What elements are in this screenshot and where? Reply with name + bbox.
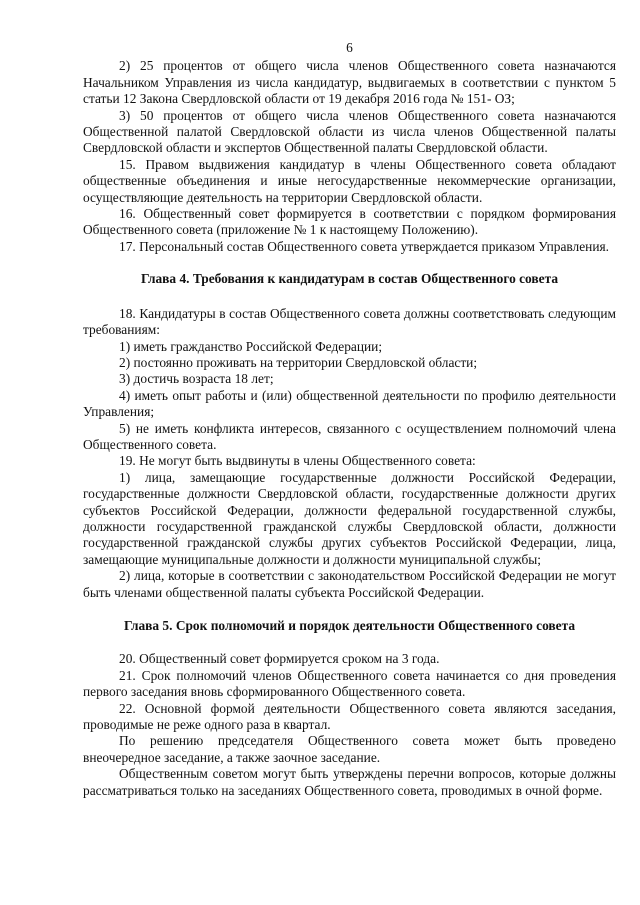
paragraph-22: 22. Основной формой деятельности Общественного совета являются заседания, проводимые не реже одного раза в квартал. xyxy=(83,700,616,733)
paragraph-18: 18. Кандидатуры в состав Общественного совета должны соответствовать следующим требованиям: xyxy=(83,305,616,338)
paragraph-16: 16. Общественный совет формируется в соответствии с порядком формирования Общественного совета (приложение № 1 к настоящему Положению). xyxy=(83,206,616,238)
exclusion-1: 1) лица, замещающие государственные должности Российской Федерации, государственные должности Свердловской области, государственные должности других субъектов Российской Федерации, должности федеральной государственной службы, должности государственной гражданской службы Свердловской области, должности государственной гражданской службы других субъектов Российской Федерации, лица, замещающие муниципальные должности и должности муниципальной службы; xyxy=(83,469,616,567)
page-number: 6 xyxy=(346,40,353,55)
paragraph-21: 21. Срок полномочий членов Общественного совета начинается со дня проведения первого заседания вновь сформированного Общественного совета. xyxy=(83,667,616,700)
requirement-5: 5) не иметь конфликта интересов, связанного с осуществлением полномочий члена Общественного совета. xyxy=(83,420,616,452)
requirement-4: 4) иметь опыт работы и (или) общественной деятельности по профилю деятельности Управления; xyxy=(83,387,616,420)
paragraph-17: 17. Персональный состав Общественного совета утверждается приказом Управления. xyxy=(119,238,609,254)
chapter-4-title: Глава 4. Требования к кандидатурам в состав Общественного совета xyxy=(140,271,559,287)
paragraph-extraordinary-meeting: По решению председателя Общественного совета может быть проведено внеочередное заседание, а также заочное заседание. xyxy=(83,733,616,765)
paragraph-item-3: 3) 50 процентов от общего числа членов Общественного совета назначаются Общественной палатой Свердловской области из числа членов Общественной палаты Свердловской области и экспертов Общественной палаты Свердловской области. xyxy=(83,107,616,156)
chapter-5-title: Глава 5. Срок полномочий и порядок деятельности Общественного совета xyxy=(123,618,576,633)
requirement-1: 1) иметь гражданство Российской Федерации; xyxy=(119,338,383,354)
paragraph-item-2: 2) 25 процентов от общего числа членов Общественного совета назначаются Начальником Управления из числа кандидатур, выдвигаемых в соответствии с пунктом 5 статьи 12 Закона Свердловской области от 19 декабря 2016 года № 151- ОЗ; xyxy=(83,58,616,107)
requirement-2: 2) постоянно проживать на территории Свердловской области; xyxy=(119,354,478,370)
paragraph-15: 15. Правом выдвижения кандидатур в члены Общественного совета обладают общественные объединения и иные негосударственные некоммерческие организации, осуществляющие деятельность на территории Свердловской области. xyxy=(83,156,616,205)
requirement-3: 3) достичь возраста 18 лет; xyxy=(119,371,274,387)
paragraph-19: 19. Не могут быть выдвинуты в члены Общественного совета: xyxy=(119,453,476,469)
paragraph-question-lists: Общественным советом могут быть утверждены перечни вопросов, которые должны рассматриваться только на заседаниях Общественного совета, проводимых в очной форме. xyxy=(83,766,616,798)
paragraph-20: 20. Общественный совет формируется сроком на 3 года. xyxy=(119,651,440,667)
exclusion-2: 2) лица, которые в соответствии с законодательством Российской Федерации не могут быть членами общественной палаты субъекта Российской Федерации. xyxy=(83,568,616,600)
